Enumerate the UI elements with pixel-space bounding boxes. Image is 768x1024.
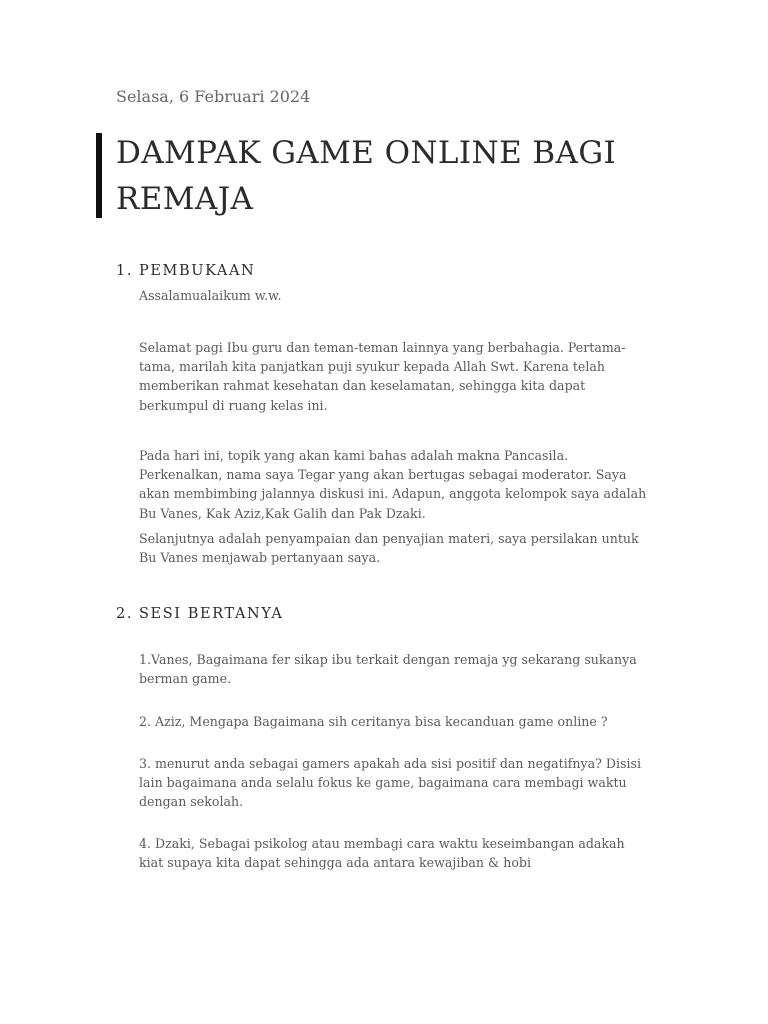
- section-heading-pembukaan: [116, 263, 255, 279]
- paragraph-greeting: Assalamualaikum w.w.: [139, 288, 282, 303]
- paragraph-introduction: Pada hari ini, topik yang akan kami bahas adalah makna Pancasila. Perkenalkan, nama saya Tegar yang akan bertugas sebagai moderator. Saya akan membimbing jalannya diskusi ini. Adapun, anggota kelompok saya adalah Bu Vanes, Kak Aziz,Kak Galih dan Pak Dzaki.: [139, 448, 647, 521]
- document-title: DAMPAK GAME ONLINE BAGI REMAJA: [116, 135, 617, 217]
- question-item-2: 2. Aziz, Mengapa Bagaimana sih ceritanya bisa kecanduan game online ?: [139, 714, 608, 729]
- question-item-4: 4. Dzaki, Sebagai psikolog atau membagi cara waktu keseimbangan adakah kiat supaya kita dapat sehingga ada antara kewajiban & hobi: [139, 836, 625, 871]
- document-date: Selasa, 6 Februari 2024: [116, 87, 311, 106]
- paragraph-opening: Selamat pagi Ibu guru dan teman-teman lainnya yang berbahagia. Pertama-tama, marilah kita panjatkan puji syukur kepada Allah Swt. Karena telah memberikan rahmat kesehatan dan keselamatan, sehingga kita dapat berkumpul di ruang kelas ini.: [139, 340, 626, 413]
- section-title: PEMBUKAAN: [139, 263, 256, 279]
- section-title: SESI BERTANYA: [139, 606, 284, 622]
- section-heading-sesi-bertanya: [116, 606, 283, 622]
- title-accent-bar: [96, 133, 102, 218]
- question-item-3: 3. menurut anda sebagai gamers apakah ada sisi positif dan negatifnya? Disisi lain bagaimana anda selalu fokus ke game, bagaimana cara membagi waktu dengan sekolah.: [139, 756, 642, 810]
- question-item-1: 1.Vanes, Bagaimana fer sikap ibu terkait dengan remaja yg sekarang sukanya berman game.: [139, 652, 637, 687]
- section-number: 1.: [116, 263, 134, 279]
- section-number: 2.: [116, 606, 134, 622]
- paragraph-transition: Selanjutnya adalah penyampaian dan penyajian materi, saya persilakan untuk Bu Vanes menjawab pertanyaan saya.: [139, 531, 639, 566]
